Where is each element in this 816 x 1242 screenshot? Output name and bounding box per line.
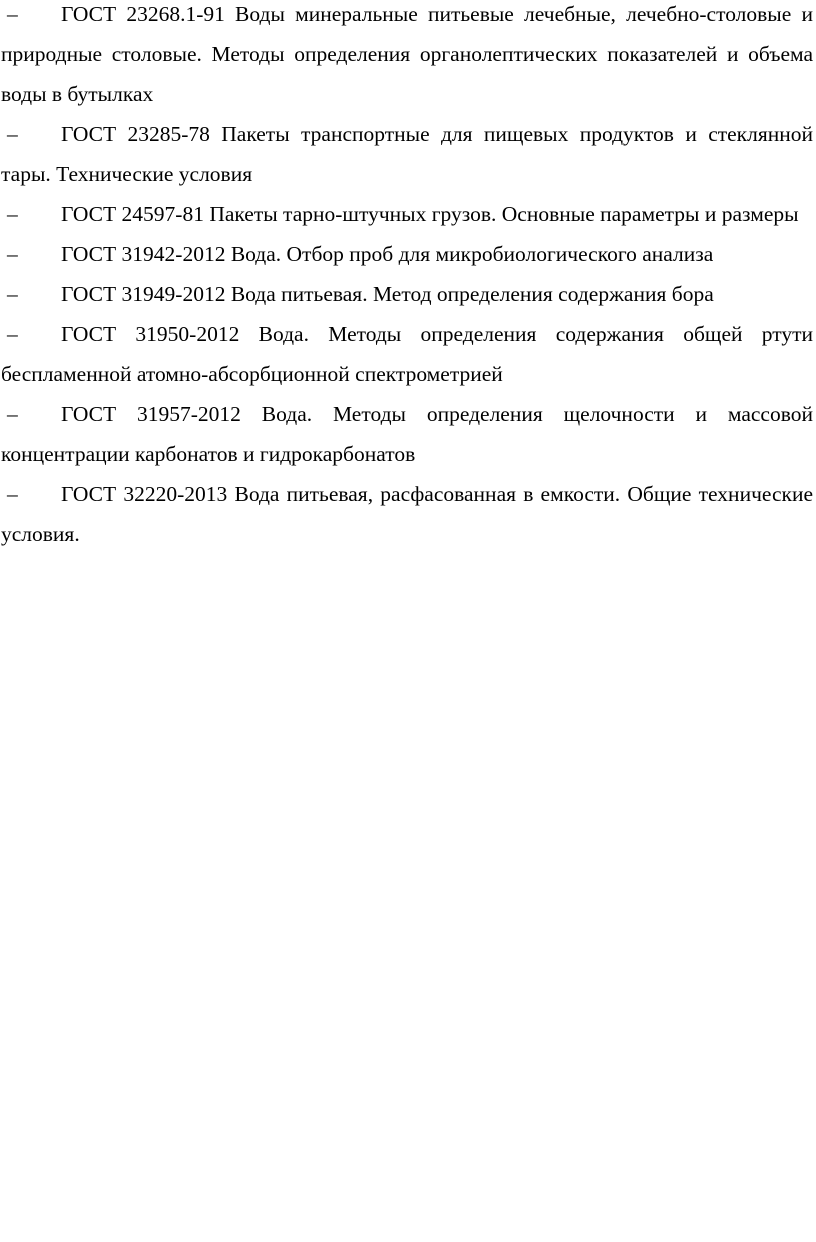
list-item-text: ГОСТ 23285-78 Пакеты транспортные для пищевых продуктов и стеклянной тары. Технические условия	[1, 122, 813, 186]
list-item-text: ГОСТ 31950-2012 Вода. Методы определения содержания общей ртути беспламенной атомно-абсорбционной спектрометрией	[1, 322, 813, 386]
list-item	[1, 114, 813, 194]
list-dash: –	[7, 202, 18, 226]
list-item	[1, 0, 813, 114]
list-dash: –	[7, 2, 18, 26]
list-item	[1, 314, 813, 394]
list-item	[1, 234, 813, 274]
list-item-text: ГОСТ 32220-2013 Вода питьевая, расфасованная в емкости. Общие технические условия.	[1, 482, 813, 546]
list-item-text: ГОСТ 31949-2012 Вода питьевая. Метод определения содержания бора	[61, 282, 714, 306]
list-item	[1, 194, 813, 234]
list-item	[1, 274, 813, 314]
list-item-text: ГОСТ 23268.1-91 Воды минеральные питьевые лечебные, лечебно-столовые и природные столовые. Методы определения органолептических показателей и объема воды в бутылках	[1, 2, 813, 106]
list-dash: –	[7, 122, 18, 146]
list-item-text: ГОСТ 31942-2012 Вода. Отбор проб для микробиологического анализа	[61, 242, 714, 266]
list-item	[1, 394, 813, 474]
list-dash: –	[7, 282, 18, 306]
list-dash: –	[7, 482, 18, 506]
list-dash: –	[7, 322, 18, 346]
list-item-text: ГОСТ 31957-2012 Вода. Методы определения щелочности и массовой концентрации карбонатов и гидрокарбонатов	[1, 402, 813, 466]
list-dash: –	[7, 402, 18, 426]
standards-list	[1, 0, 813, 554]
list-item-text: ГОСТ 24597-81 Пакеты тарно-штучных грузов. Основные параметры и размеры	[61, 202, 799, 226]
list-dash: –	[7, 242, 18, 266]
list-item	[1, 474, 813, 554]
